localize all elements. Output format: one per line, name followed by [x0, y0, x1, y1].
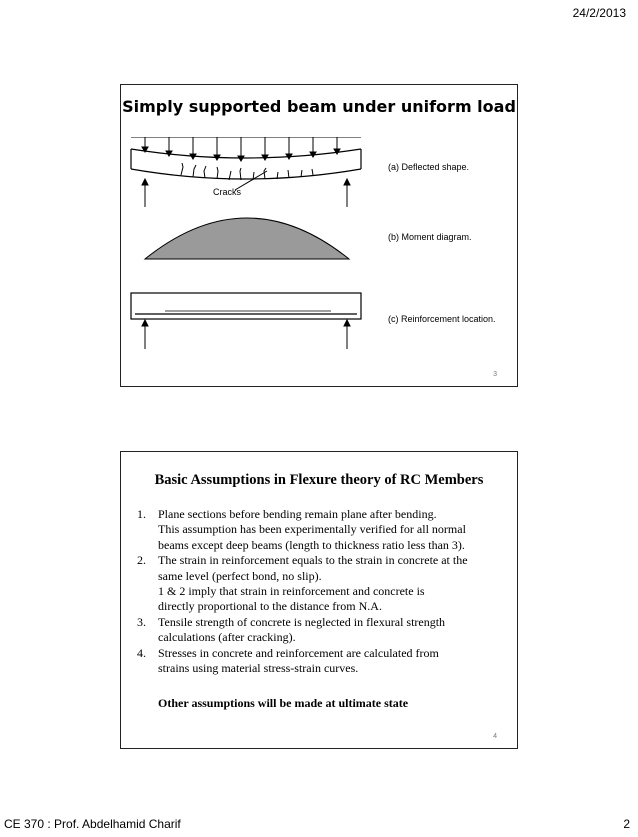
cracks-label: Cracks: [213, 187, 242, 197]
assumption-number: 3.: [137, 614, 146, 629]
assumption-line: Tensile strength of concrete is neglected in flexural strength: [158, 614, 446, 629]
cracks: [181, 163, 313, 190]
slide-3: [120, 84, 518, 387]
caption-reinforcement-location: (c) Reinforcement location.: [388, 314, 496, 324]
slide-title: Simply supported beam under uniform load: [122, 97, 516, 116]
assumption-line: calculations (after cracking).: [158, 630, 296, 645]
assumption-number: 2.: [137, 553, 146, 568]
reinforced-beam: [131, 293, 361, 319]
caption-deflected-shape: (a) Deflected shape.: [388, 162, 470, 172]
assumption-line: This assumption has been experimentally verified for all normal: [158, 522, 466, 537]
assumption-item: [137, 646, 507, 677]
assumption-line: 1 & 2 imply that strain in reinforcement and concrete is: [158, 584, 425, 599]
slide-number: 3: [493, 371, 497, 378]
assumption-line: The strain in reinforcement equals to the strain in concrete at the: [158, 553, 468, 568]
assumption-item: [137, 553, 507, 615]
assumption-list: [137, 507, 507, 676]
supports-c: [142, 320, 350, 349]
footer-course: CE 370 : Prof. Abdelhamid Charif: [4, 817, 181, 831]
slide-4: [120, 451, 518, 749]
closing-note: Other assumptions will be made at ultimate state: [158, 696, 409, 710]
slide-title: Basic Assumptions in Flexure theory of RC Members: [154, 472, 484, 488]
assumption-number: 1.: [137, 507, 146, 521]
page-number: 2: [623, 817, 630, 831]
assumption-number: 4.: [137, 645, 146, 660]
assumption-item: [137, 507, 507, 553]
assumption-line: beams except deep beams (length to thickness ratio less than 3).: [158, 537, 465, 552]
assumption-line: directly proportional to the distance from N.A.: [158, 599, 382, 614]
header-date: 24/2/2013: [572, 6, 626, 20]
assumption-line: Stresses in concrete and reinforcement are calculated from: [158, 645, 439, 660]
deflected-beam: [131, 149, 361, 179]
caption-moment-diagram: (b) Moment diagram.: [388, 232, 472, 242]
moment-diagram: [145, 218, 349, 259]
assumption-line: same level (perfect bond, no slip).: [158, 568, 322, 583]
slide-number: 4: [493, 733, 497, 740]
assumption-line: strains using material stress-strain curves.: [158, 661, 359, 676]
assumption-item: [137, 615, 507, 646]
assumption-line: Plane sections before bending remain plane after bending.: [158, 507, 437, 521]
